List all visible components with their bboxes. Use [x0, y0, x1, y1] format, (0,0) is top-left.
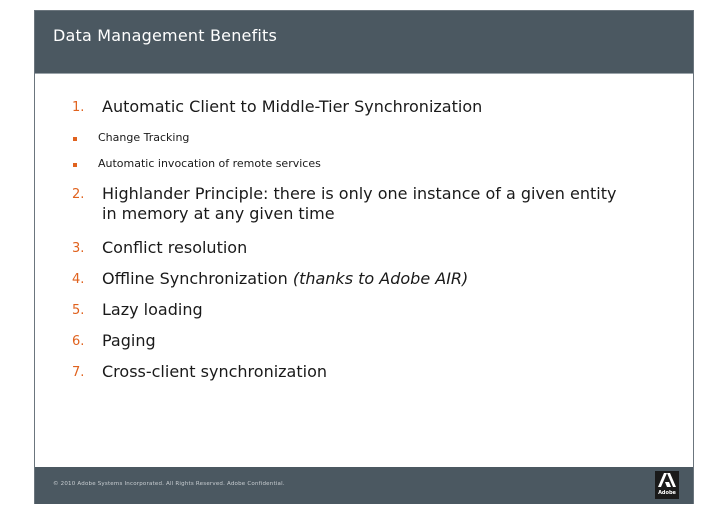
- list-number: 4.: [72, 272, 85, 287]
- header-divider: [35, 73, 693, 74]
- list-text: [102, 269, 662, 289]
- list-text: Conflict resolution: [102, 238, 248, 257]
- list-number: 6.: [72, 334, 85, 349]
- sub-list-text: Change Tracking: [98, 131, 190, 144]
- list-text-italic: (thanks to Adobe AIR): [292, 269, 469, 288]
- slide-title: Data Management Benefits: [53, 26, 278, 45]
- list-number: 2.: [72, 187, 85, 202]
- list-text: Cross-client synchronization: [102, 362, 327, 381]
- list-text: Lazy loading: [102, 300, 203, 319]
- slide-header: [35, 11, 693, 73]
- list-number: 5.: [72, 303, 85, 318]
- list-number: 3.: [72, 241, 85, 256]
- adobe-logo: [655, 471, 679, 499]
- list-number: 7.: [72, 365, 85, 380]
- bullet-icon: [73, 163, 77, 167]
- list-text-main: Offline Synchronization: [102, 269, 293, 288]
- list-text: Paging: [102, 331, 156, 350]
- slide-footer: [35, 467, 693, 504]
- list-text: Automatic Client to Middle-Tier Synchronization: [102, 97, 483, 116]
- adobe-a-icon: [658, 473, 676, 487]
- sub-list-text: Automatic invocation of remote services: [98, 157, 321, 170]
- copyright-text: © 2010 Adobe Systems Incorporated. All Rights Reserved. Adobe Confidential.: [53, 481, 285, 487]
- list-text: Highlander Principle: there is only one instance of a given entity in memory at any given time: [102, 184, 617, 223]
- slide: [34, 10, 694, 504]
- list-number: 1.: [72, 100, 85, 115]
- adobe-logo-word: Adobe: [658, 490, 676, 496]
- bullet-icon: [73, 137, 77, 141]
